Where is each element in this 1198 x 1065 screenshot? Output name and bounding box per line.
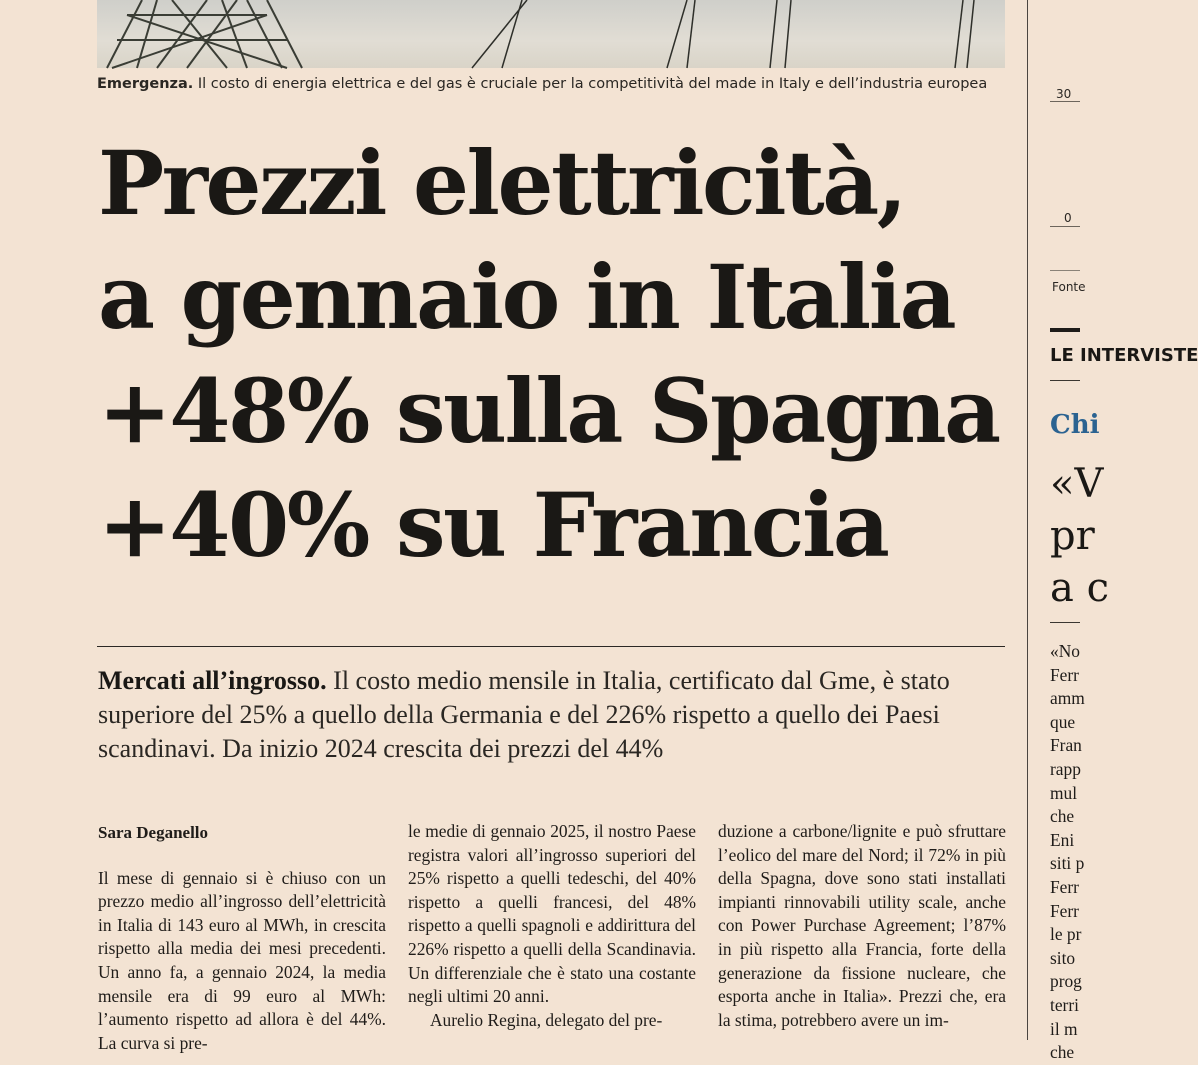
chart-tick-bottom: 0	[1064, 211, 1072, 225]
deck-lead: Mercati all’ingrosso.	[98, 666, 327, 695]
byline: Sara Deganello	[98, 823, 209, 842]
sidebar-text-line: Ferr	[1050, 664, 1079, 685]
column-2-paragraph-2: Aurelio Regina, delegato del pre-	[430, 1009, 663, 1030]
caption-text: Il costo di energia elettrica e del gas è cruciale per la competitività del made in Italy e dell’industria europea	[193, 76, 988, 92]
sidebar-text-line: mul	[1050, 782, 1078, 803]
sidebar-text-line: Ferr	[1050, 900, 1079, 921]
sidebar-kicker: Chi	[1050, 410, 1100, 440]
sidebar-text-line: le pr	[1050, 924, 1082, 945]
column-2-paragraph-1: le medie di gennaio 2025, il nostro Paese registra valori all’ingrosso superiori del 25% rispetto a quelli tedeschi, del 40% rispetto a quelli francesi, del 48% rispetto a quelli spagnoli e addirittura del 226% rispetto a quelli della Scandinavia. Un differenziale che è stato una costante negli ultimi 20 anni.	[408, 821, 696, 1007]
chart-gridline-top	[1050, 101, 1080, 102]
section-top-bar	[1050, 328, 1080, 332]
deck-text: Il costo medio mensile in Italia, certificato dal Gme, è stato superiore del 25% a quello della Germania e del 226% rispetto a quello dei Paesi scandinavi. Da inizio 2024 crescita dei prezzi del 44%	[98, 666, 950, 763]
photo-caption	[97, 76, 1007, 92]
headline-line-3: +48% sulla Spagna	[98, 359, 999, 463]
sidebar-text-line: que	[1050, 711, 1076, 732]
article-column-2	[408, 820, 696, 1032]
sidebar-text-line: che	[1050, 1042, 1075, 1063]
sidebar-text-line: che	[1050, 806, 1075, 827]
headline-line-1: Prezzi elettricità,	[98, 131, 905, 235]
sidebar-headline	[1050, 458, 1109, 614]
section-underline	[1050, 380, 1080, 381]
chart-source: Fonte	[1052, 280, 1086, 294]
sidebar-text-line: rapp	[1050, 758, 1081, 779]
chart-gridline-bottom	[1050, 226, 1080, 227]
sidebar-text-line: Eni	[1050, 829, 1075, 850]
caption-lead: Emergenza.	[97, 76, 194, 92]
sidebar-text-line: terri	[1050, 994, 1079, 1015]
sidebar-section-title: LE INTERVISTE	[1050, 345, 1198, 366]
pylon-illustration	[97, 0, 1005, 68]
column-3-text: duzione a carbone/lignite e può sfruttare l’eolico del mare del Nord; il 72% in più della Spagna, dove sono stati installati impianti rinnovabili utility scale, anche con Power Purchase Agreement; l’87% in più rispetto alla Francia, forte della generazione da fissione nucleare, che esporta anche in Italia». Prezzi che, era la stima, potrebbero avere un im-	[718, 821, 1006, 1030]
sidebar-headline-line: pr	[1050, 513, 1095, 559]
sidebar-headline-line: «V	[1050, 461, 1104, 507]
sidebar-text-line: amm	[1050, 688, 1085, 709]
headline-line-4: +40% su Francia	[98, 473, 888, 577]
sidebar-text-line: Fran	[1050, 735, 1082, 756]
headline-line-2: a gennaio in Italia	[98, 245, 955, 349]
sidebar-text-line: sito	[1050, 947, 1076, 968]
column-1-text: Il mese di gennaio si è chiuso con un prezzo medio all’ingrosso dell’elettricità in Italia di 143 euro al MWh, in crescita rispetto alla media dei mesi precedenti. Un anno fa, a gennaio 2024, la media mensile era di 99 euro al MWh: l’aumento rispetto ad allora è del 44%. La curva si pre-	[98, 867, 386, 1053]
article-column-3	[718, 820, 1006, 1032]
sidebar-text-line: siti p	[1050, 853, 1085, 874]
chart-baseline	[1050, 270, 1080, 271]
article-column-1	[98, 820, 386, 1055]
column-divider	[1027, 0, 1028, 1040]
headline	[98, 126, 998, 582]
sidebar-text-line: il m	[1050, 1018, 1078, 1039]
sidebar-text-line: Ferr	[1050, 876, 1079, 897]
sidebar-text-line: «No	[1050, 641, 1080, 661]
sidebar-article-text	[1050, 640, 1085, 1065]
article-photo	[97, 0, 1005, 68]
sidebar-divider	[1050, 622, 1080, 623]
headline-divider	[97, 646, 1005, 647]
chart-tick-top: 30	[1056, 87, 1072, 101]
sidebar-text-line: prog	[1050, 971, 1082, 992]
sidebar-headline-line: a c	[1050, 565, 1109, 611]
article-deck	[98, 664, 978, 766]
